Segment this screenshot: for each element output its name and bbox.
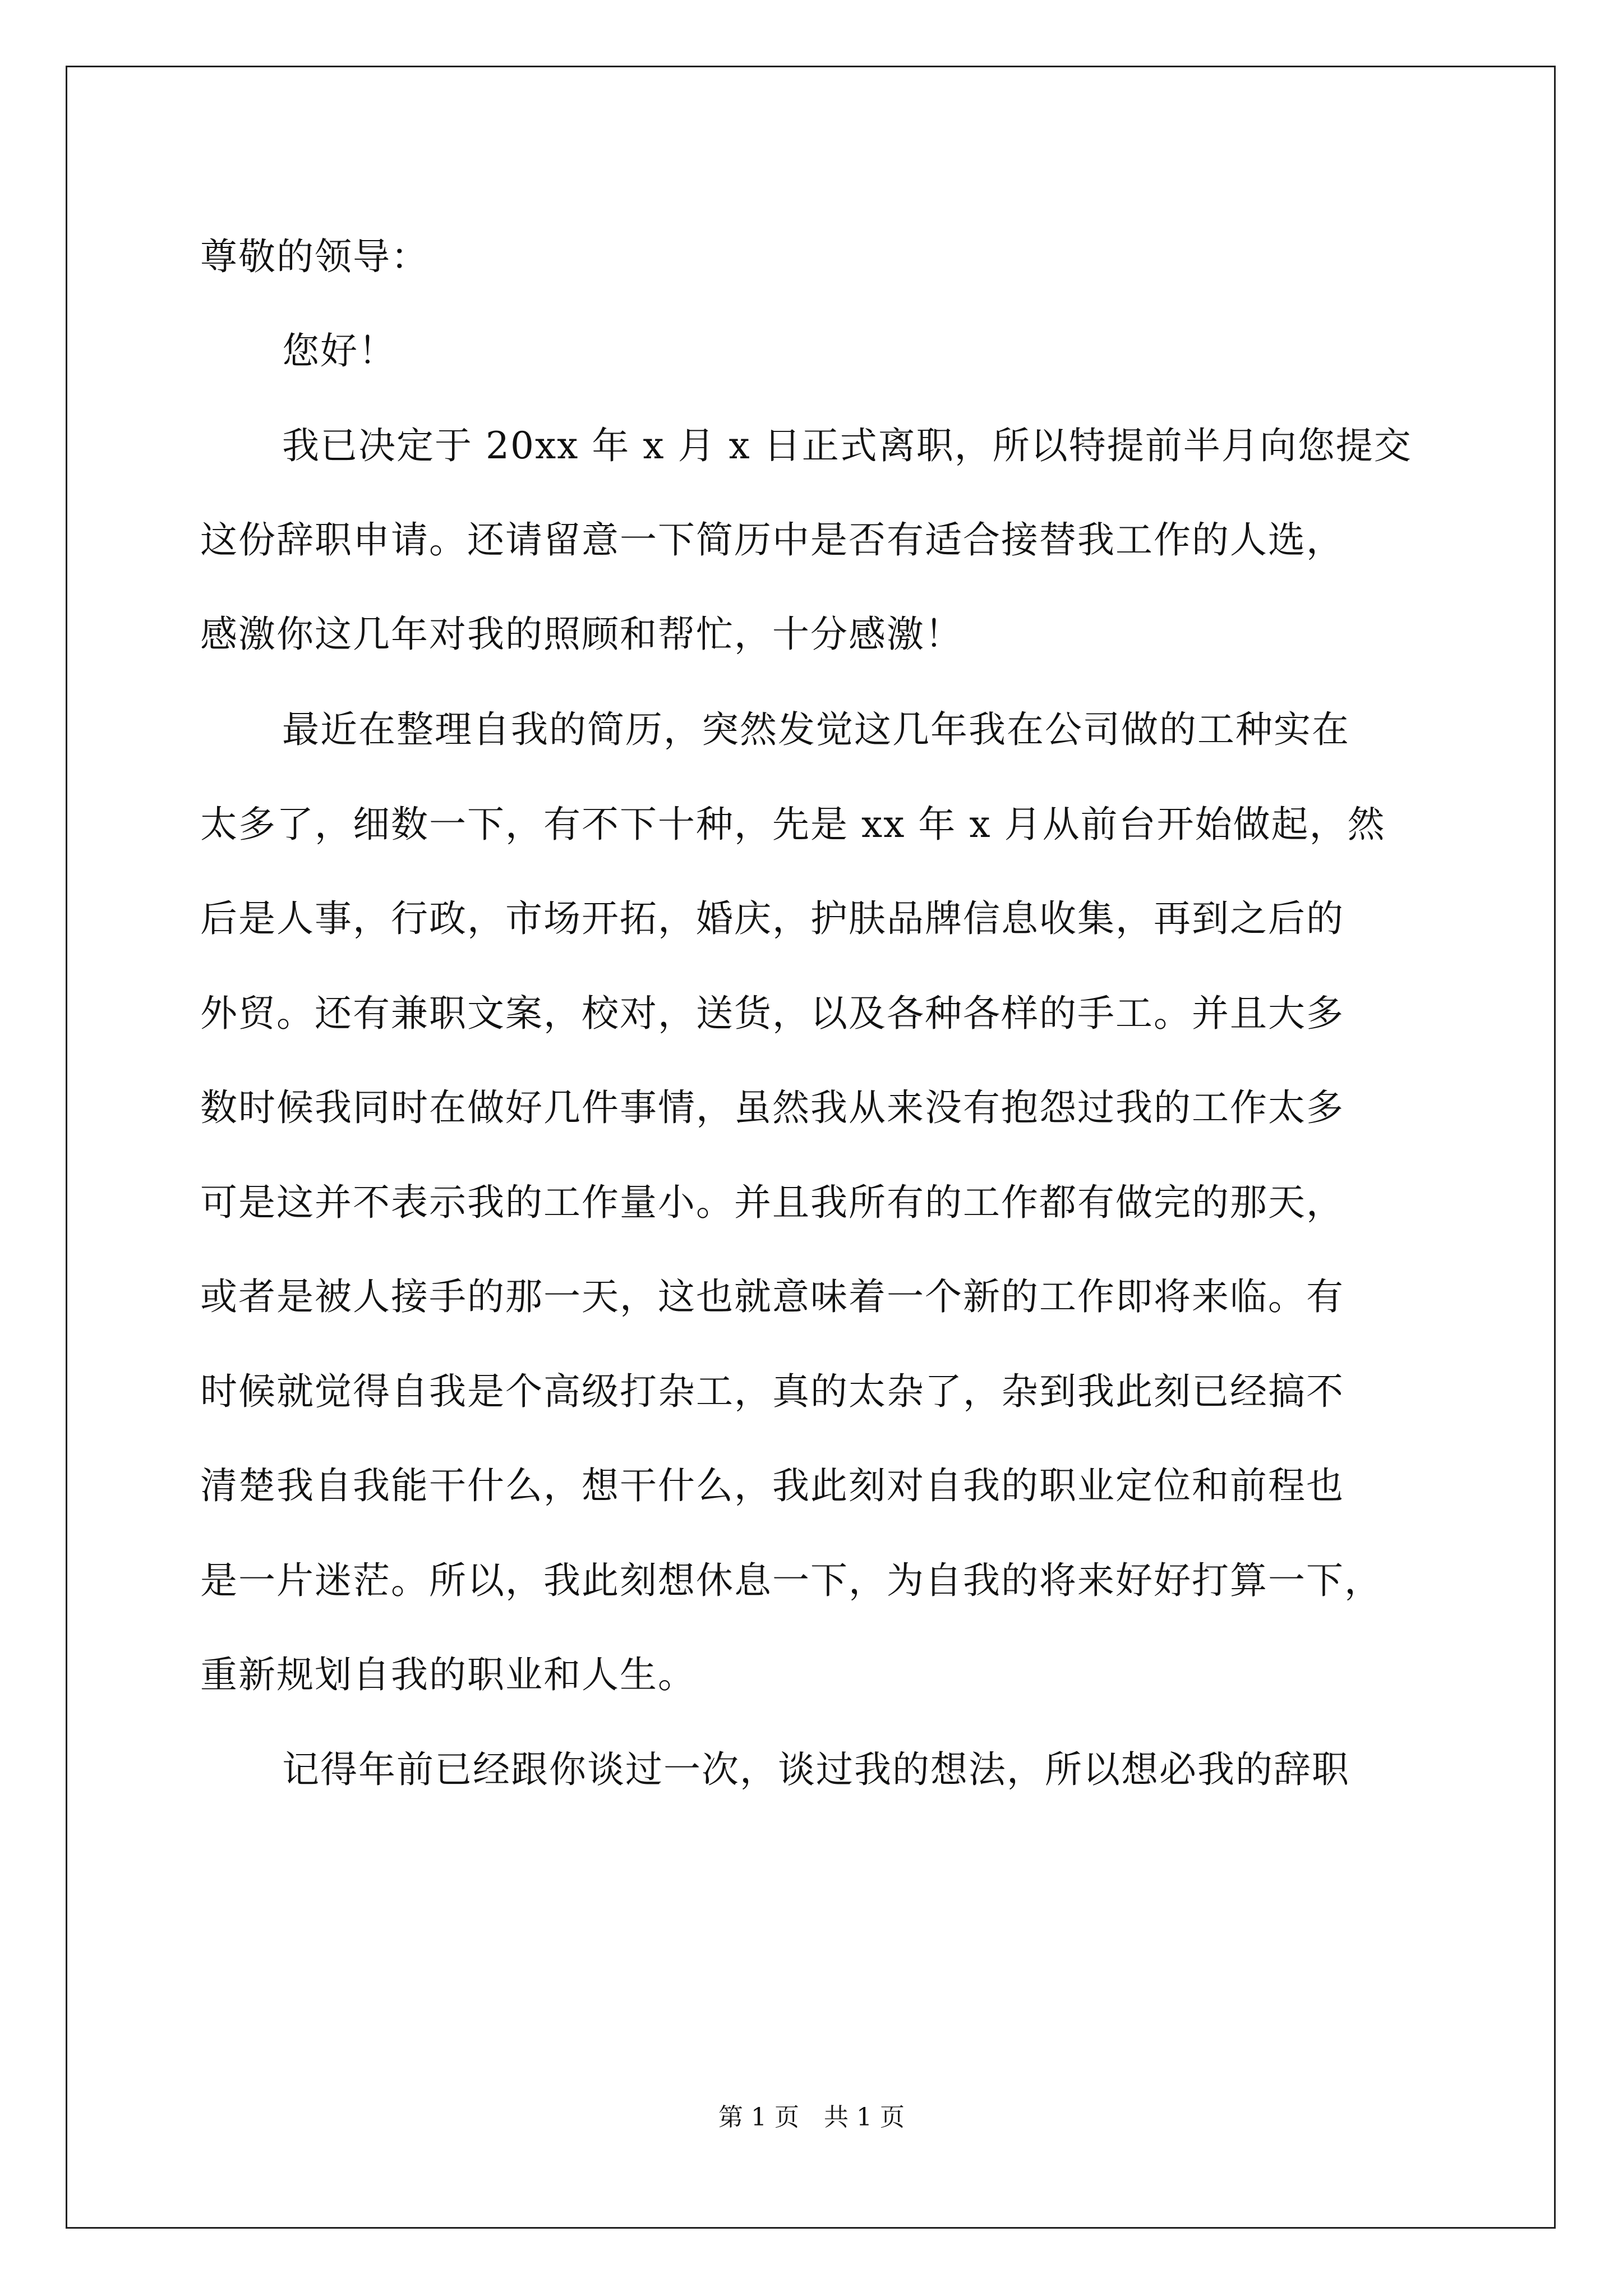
paragraph-2-line: 重新规划自我的职业和人生。 bbox=[200, 1653, 696, 1696]
paragraph-1-line: 这份辞职申请。还请留意一下简历中是否有适合接替我工作的人选， bbox=[200, 518, 1344, 562]
paragraph-2-line: 外贸。还有兼职文案，校对，送货，以及各种各样的手工。并且大多 bbox=[200, 992, 1344, 1035]
paragraph-2-line: 时候就觉得自我是个高级打杂工，真的太杂了，杂到我此刻已经搞不 bbox=[200, 1370, 1344, 1413]
page-footer: 第 1 页 共 1 页 bbox=[718, 2103, 905, 2132]
paragraph-2-line: 太多了，细数一下，有不下十种，先是 xx 年 x 月从前台开始做起，然 bbox=[200, 803, 1386, 846]
paragraph-2-line: 后是人事，行政，市场开拓，婚庆，护肤品牌信息收集，再到之后的 bbox=[200, 897, 1344, 940]
paragraph-2-line: 最近在整理自我的简历，突然发觉这几年我在公司做的工种实在 bbox=[282, 708, 1350, 751]
page-border bbox=[66, 66, 1556, 2229]
paragraph-2-line: 或者是被人接手的那一天，这也就意味着一个新的工作即将来临。有 bbox=[200, 1275, 1344, 1318]
paragraph-2-line: 可是这并不表示我的工作量小。并且我所有的工作都有做完的那天， bbox=[200, 1181, 1344, 1224]
paragraph-2-line: 数时候我同时在做好几件事情，虽然我从来没有抱怨过我的工作太多 bbox=[200, 1086, 1344, 1129]
paragraph-1-line: 我已决定于 20xx 年 x 月 x 日正式离职，所以特提前半月向您提交 bbox=[282, 424, 1412, 467]
paragraph-2-line: 是一片迷茫。所以，我此刻想休息一下，为自我的将来好好打算一下， bbox=[200, 1559, 1382, 1602]
paragraph-1-line: 感激你这几年对我的照顾和帮忙，十分感激！ bbox=[200, 613, 963, 656]
paragraph-2-line: 清楚我自我能干什么，想干什么，我此刻对自我的职业定位和前程也 bbox=[200, 1464, 1344, 1507]
greeting: 您好！ bbox=[282, 329, 396, 372]
paragraph-3-line: 记得年前已经跟你谈过一次，谈过我的想法，所以想必我的辞职 bbox=[282, 1748, 1350, 1791]
salutation: 尊敬的领导： bbox=[200, 235, 429, 278]
